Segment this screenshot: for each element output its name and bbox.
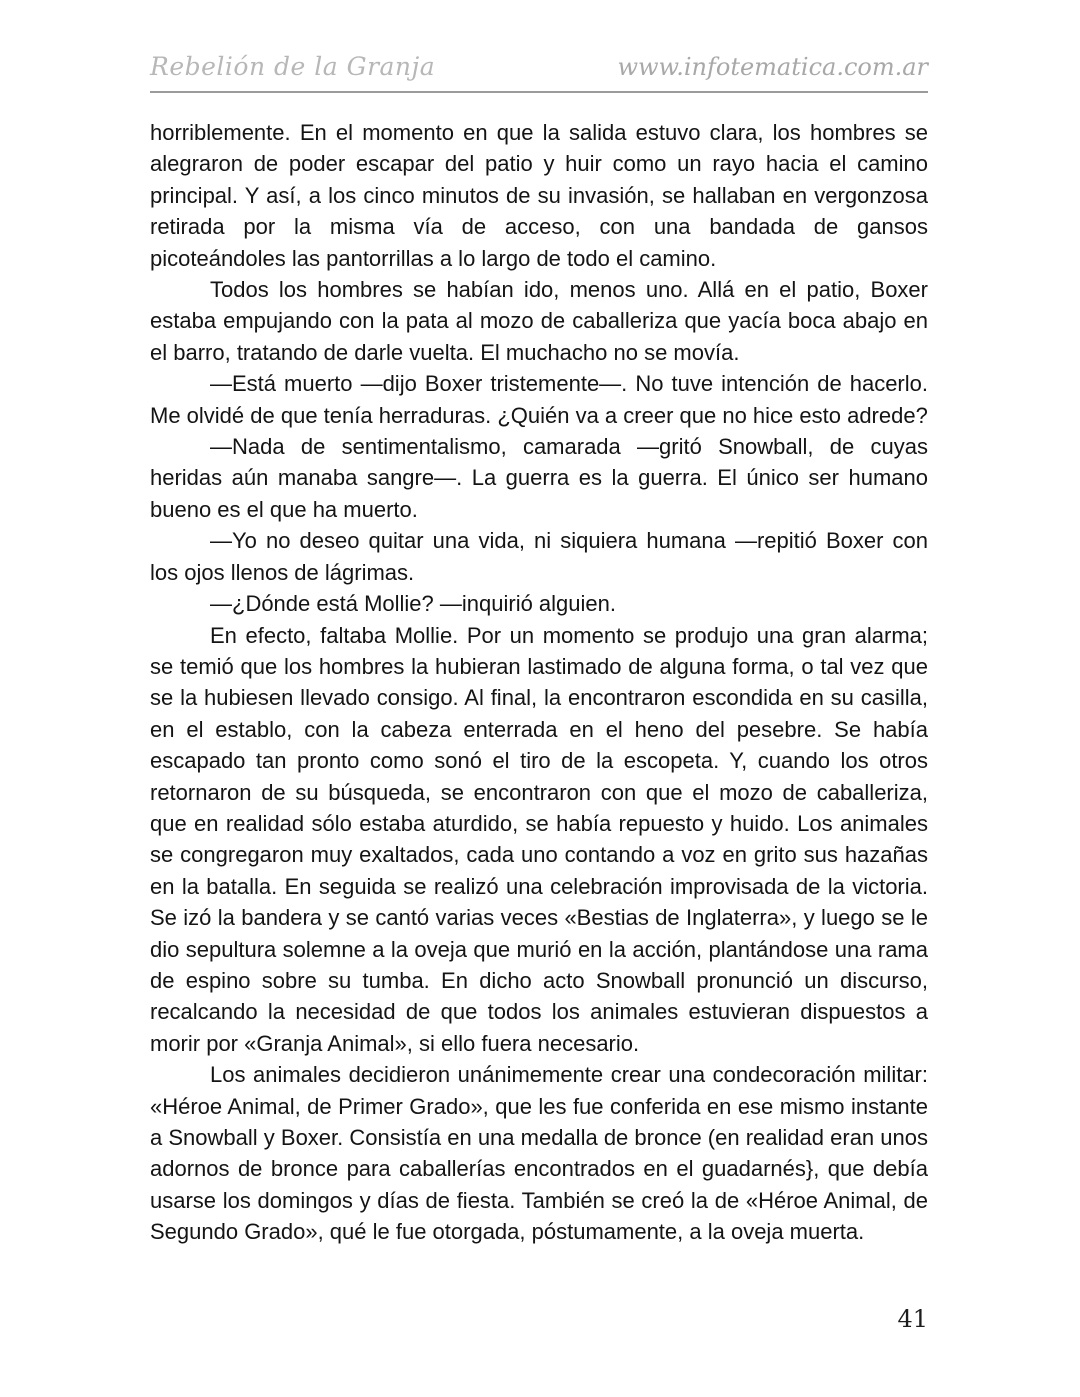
page-number: 41	[897, 1305, 928, 1333]
paragraph: —Yo no deseo quitar una vida, ni siquiera humana —repitió Boxer con los ojos llenos de lágrimas.	[150, 528, 928, 585]
paragraph: horriblemente. En el momento en que la salida estuvo clara, los hombres se alegraron de poder escapar del patio y huir como un rayo hacia el camino principal. Y así, a los cinco minutos de su invasión, se hallaban en vergonzosa retirada por la misma vía de acceso, con una bandada de gansos picoteándoles las pantorrillas a lo largo de todo el camino.	[150, 120, 928, 271]
paragraph: —Está muerto —dijo Boxer tristemente—. No tuve intención de hacerlo. Me olvidé de que tenía herraduras. ¿Quién va a creer que no hice esto adrede?	[150, 371, 928, 428]
page-body	[150, 117, 928, 1248]
paragraph: En efecto, faltaba Mollie. Por un momento se produjo una gran alarma; se temió que los hombres la hubieran lastimado de alguna forma, o tal vez que se la hubiesen llevado consigo. Al final, la encontraron escondida en su casilla, en el establo, con la cabeza enterrada en el heno del pesebre. Se había escapado tan pronto como sonó el tiro de la escopeta. Y, cuando los otros retornaron de su búsqueda, se encontraron con que el mozo de caballeriza, que en realidad sólo estaba aturdido, se había repuesto y huido. Los animales se congregaron muy exaltados, cada uno contando a voz en grito sus hazañas en la batalla. En seguida se realizó una celebración improvisada de la victoria. Se izó la bandera y se cantó varias veces «Bestias de Inglaterra», y luego se le dio sepultura solemne a la oveja que murió en la acción, plantándose una rama de espino sobre su tumba. En dicho acto Snowball pronunció un discurso, recalcando la necesidad de que todos los animales estuvieran dispuestos a morir por «Granja Animal», si ello fuera necesario.	[150, 622, 928, 1056]
paragraph: —Nada de sentimentalismo, camarada —gritó Snowball, de cuyas heridas aún manaba sangre—. La guerra es la guerra. El único ser humano bueno es el que ha muerto.	[150, 434, 928, 522]
page-footer	[897, 1305, 928, 1333]
book-title: Rebelión de la Granja	[150, 52, 436, 81]
website-url: www.infotematica.com.ar	[617, 53, 928, 81]
page-header	[150, 52, 928, 81]
header-divider	[150, 91, 928, 93]
paragraph: —¿Dónde está Mollie? —inquirió alguien.	[210, 591, 616, 617]
paragraph: Todos los hombres se habían ido, menos uno. Allá en el patio, Boxer estaba empujando con la pata al mozo de caballeriza que yacía boca abajo en el barro, tratando de darle vuelta. El muchacho no se movía.	[150, 277, 928, 365]
paragraph: Los animales decidieron unánimemente crear una condecoración militar: «Héroe Animal, de Primer Grado», que les fue conferida en ese mismo instante a Snowball y Boxer. Consistía en una medalla de bronce (en realidad eran unos adornos de bronce para caballerías encontrados en el guadarnés}, que debía usarse los domingos y días de fiesta. También se creó la de «Héroe Animal, de Segundo Grado», qué le fue otorgada, póstumamente, a la oveja muerta.	[150, 1062, 928, 1245]
